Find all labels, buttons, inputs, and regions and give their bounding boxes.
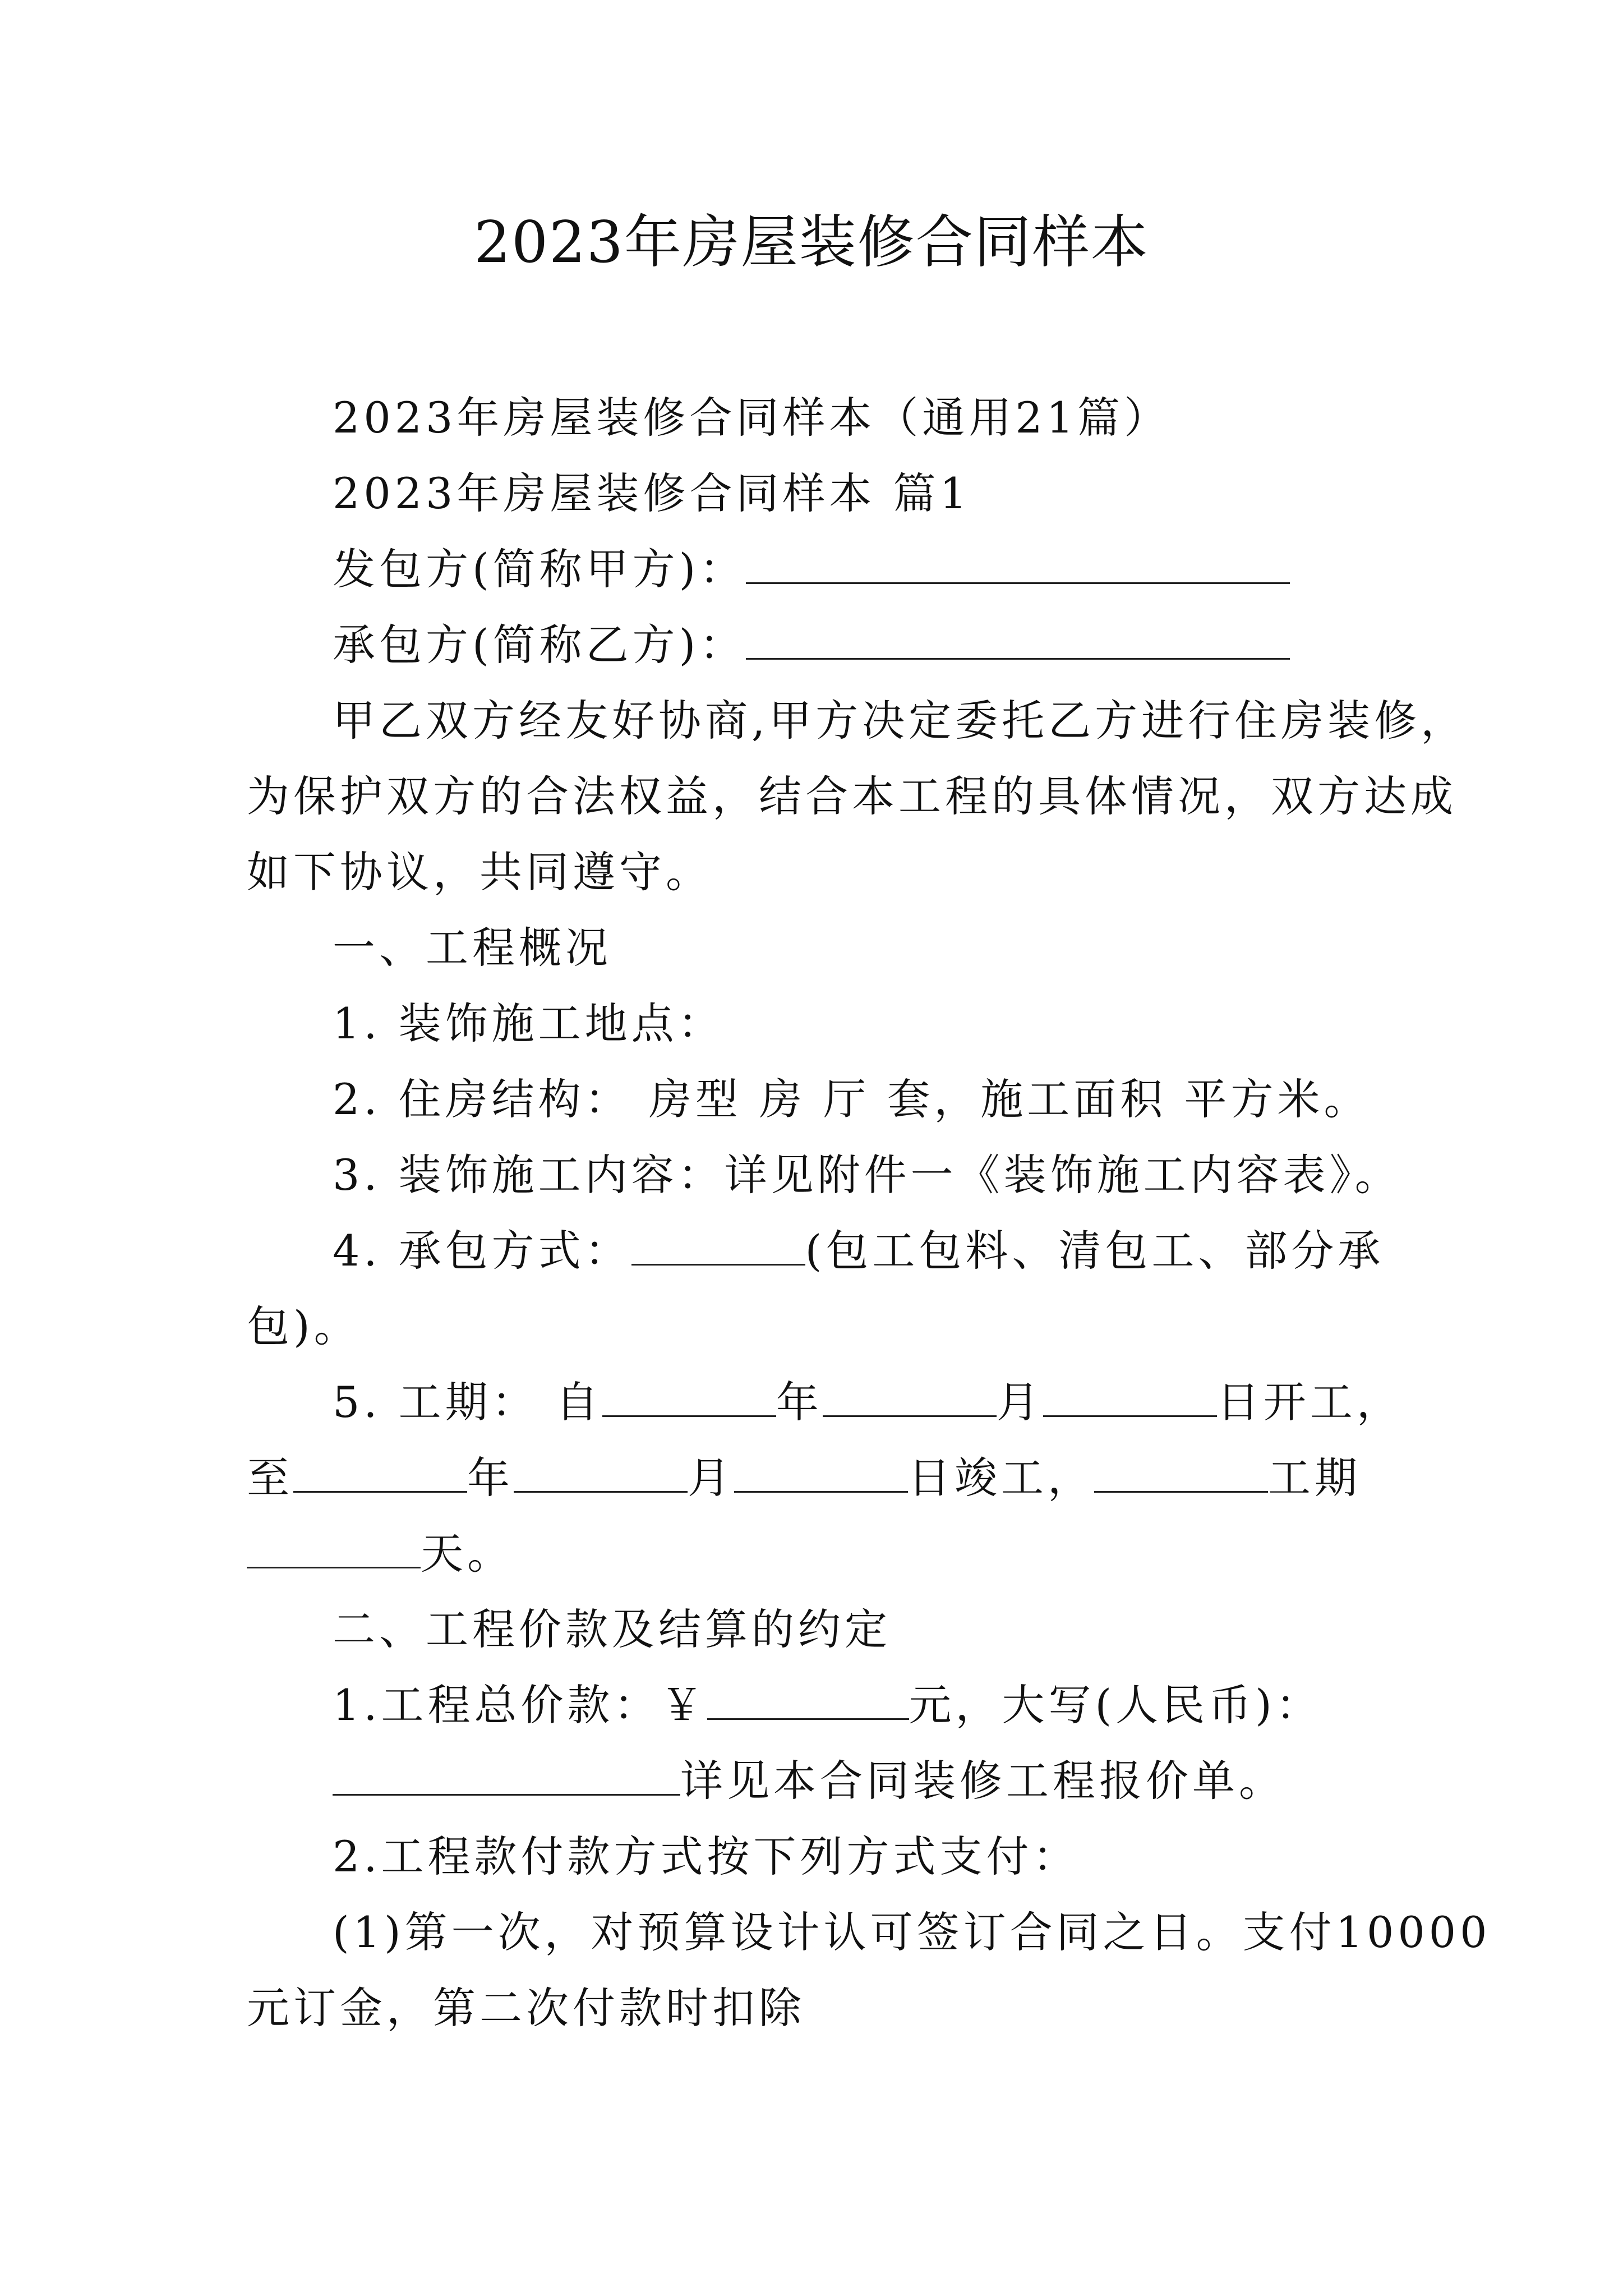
duration-label: 工期 [1268, 1453, 1361, 1503]
clause-line: (1)第一次，对预算设计认可签订合同之日。支付10000 [333, 1907, 1491, 1957]
price-line [333, 1677, 1322, 1733]
subtitle-general: 2023年房屋装修合同样本（通用21篇） [333, 393, 1171, 443]
quote-reference: 详见本合同装修工程报价单。 [680, 1756, 1285, 1806]
clause-line: 1. 装饰施工地点： [333, 999, 725, 1048]
clause-line: 包)。 [247, 1301, 361, 1351]
end-day-blank [734, 1456, 908, 1493]
clause-line: 3. 装饰施工内容：详见附件一《装饰施工内容表》。 [333, 1150, 1401, 1200]
clause-line: 2. 住房结构： 房型 房 厅 套，施工面积 平方米。 [333, 1074, 1371, 1124]
party-b-line [333, 617, 1290, 673]
paragraph-line: 甲乙双方经友好协商,甲方决定委托乙方进行住房装修， [333, 696, 1468, 746]
duration-prefix-blank [1094, 1456, 1268, 1493]
total-price-label: 1.工程总价款：￥ [333, 1680, 707, 1730]
total-price-blank [707, 1683, 909, 1720]
schedule-line-1 [333, 1374, 1403, 1430]
paragraph-line: 为保护双方的合法权益，结合本工程的具体情况，双方达成 [247, 771, 1457, 821]
party-a-label: 发包方(简称甲方)： [333, 544, 746, 594]
price-in-words-label: 元，大写(人民币)： [909, 1680, 1322, 1730]
clause-line [333, 1223, 1384, 1279]
month-label: 月 [688, 1453, 734, 1503]
contract-mode-options: (包工包料、清包工、部分承 [805, 1226, 1385, 1276]
year-label: 年 [467, 1453, 514, 1503]
finish-label: 日竣工， [908, 1453, 1094, 1503]
section-heading: 一、工程概况 [333, 923, 612, 973]
party-a-blank [746, 547, 1290, 584]
clause-line: 2.工程款付款方式按下列方式支付： [333, 1832, 1080, 1881]
party-b-blank [746, 623, 1290, 660]
contract-mode-blank [631, 1229, 805, 1266]
clause-line: 元订金，第二次付款时扣除 [247, 1983, 805, 2033]
section-heading: 二、工程价款及结算的约定 [333, 1604, 891, 1654]
duration-days-blank [247, 1532, 421, 1568]
document-title: 2023年房屋装修合同样本 [474, 209, 1149, 276]
price-words-line [333, 1753, 1285, 1809]
end-month-blank [514, 1456, 688, 1493]
schedule-line-3 [247, 1526, 514, 1582]
start-year-blank [602, 1381, 776, 1417]
year-label: 年 [776, 1377, 823, 1427]
schedule-label: 5. 工期： 自 [333, 1377, 602, 1427]
contract-mode-label: 4. 承包方式： [333, 1226, 631, 1276]
end-year-blank [293, 1456, 467, 1493]
paragraph-line: 如下协议，共同遵守。 [247, 847, 712, 897]
party-a-line [333, 541, 1290, 597]
month-label: 月 [996, 1377, 1043, 1427]
to-label: 至 [247, 1453, 293, 1503]
party-b-label: 承包方(简称乙方)： [333, 620, 746, 670]
start-month-blank [823, 1381, 997, 1417]
price-in-words-blank [333, 1759, 680, 1796]
subtitle-part-1: 2023年房屋装修合同样本 篇1 [333, 468, 971, 518]
start-label: 日开工， [1216, 1377, 1403, 1427]
schedule-line-2 [247, 1450, 1361, 1506]
start-day-blank [1043, 1381, 1217, 1417]
days-label: 天。 [421, 1529, 514, 1579]
